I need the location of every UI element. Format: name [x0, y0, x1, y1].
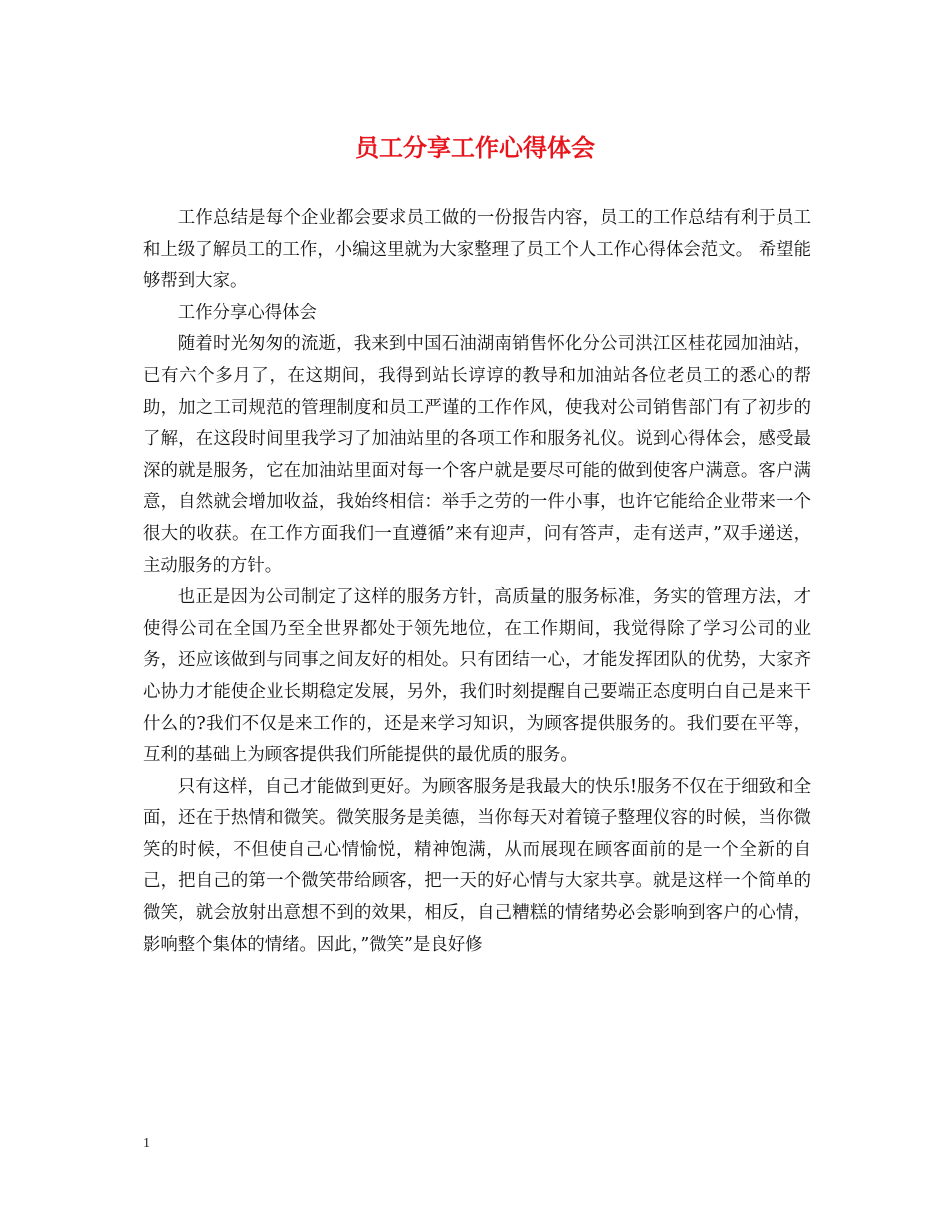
paragraph-body-2: 也正是因为公司制定了这样的服务方针，高质量的服务标准，务实的管理方法，才使得公司在全国乃至全世界都处于领先地位，在工作期间，我觉得除了学习公司的业务，还应该做到与同事之间友好的相处。只有团结一心，才能发挥团队的优势，大家齐心协力才能使企业长期稳定发展，另外，我们时刻提醒自己要端正态度明白自己是来干什么的?我们不仅是来工作的，还是来学习知识，为顾客提供服务的。我们要在平等，互利的基础上为顾客提供我们所能提供的最优质的服务。: [143, 587, 811, 766]
document-title: 员工分享工作心得体会: [355, 133, 595, 162]
paragraph-intro: 工作总结是每个企业都会要求员工做的一份报告内容，员工的工作总结有利于员工和上级了解员工的工作，小编这里就为大家整理了员工个人工作心得体会范文。 希望能够帮到大家。: [143, 208, 811, 292]
document-body: [143, 203, 811, 961]
paragraph-subheading: 工作分享心得体会: [177, 302, 317, 323]
paragraph-body-3: 只有这样，自己才能做到更好。为顾客服务是我最大的快乐!服务不仅在于细致和全面，还在于热情和微笑。微笑服务是美德，当你每天对着镜子整理仪容的时候，当你微笑的时候，不但使自己心情愉悦，精神饱满，从而展现在顾客面前的是一个全新的自己，把自己的第一个微笑带给顾客，把一天的好心情与大家共享。就是这样一个简单的微笑，就会放射出意想不到的效果，相反，自己糟糕的情绪势必会影响到客户的心情，影响整个集体的情绪。因此，”微笑”是良好修: [143, 776, 811, 955]
page-number: 1: [143, 1136, 150, 1151]
paragraph-body-1: 随着时光匆匆的流逝，我来到中国石油湖南销售怀化分公司洪江区桂花园加油站，已有六个多月了，在这期间，我得到站长谆谆的教导和加油站各位老员工的悉心的帮助，加之工司规范的管理制度和员工严谨的工作作风，使我对公司销售部门有了初步的了解，在这段时间里我学习了加油站里的各项工作和服务礼仪。说到心得体会，感受最深的就是服务，它在加油站里面对每一个客户就是要尽可能的做到使客户满意。客户满意，自然就会增加收益，我始终相信：举手之劳的一件小事，也许它能给企业带来一个很大的收获。在工作方面我们一直遵循”来有迎声，问有答声，走有送声，”双手递送，主动服务的方针。: [143, 334, 811, 576]
